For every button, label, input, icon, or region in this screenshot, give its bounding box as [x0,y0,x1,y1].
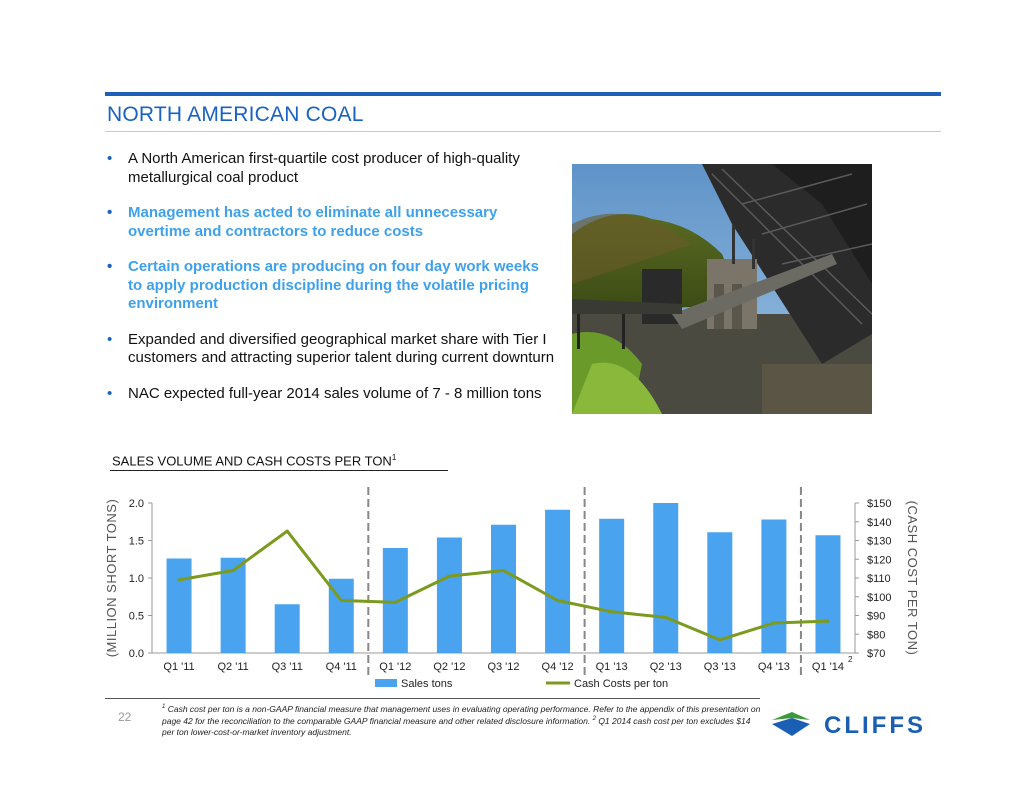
page-number: 22 [118,710,132,724]
cash-cost-point [178,578,181,581]
left-axis-title: (MILLION SHORT TONS) [104,498,119,658]
right-axis-tick-label: $100 [867,591,892,604]
sales-bar [599,519,624,653]
cash-cost-point [448,575,451,578]
x-axis-tick-label: Q4 '11 [325,661,357,673]
sales-bar [815,535,840,653]
sales-bar [491,525,516,653]
bullet-list [107,150,557,420]
legend-label-cost: Cash Costs per ton [574,678,669,690]
right-axis-tick-label: $110 [867,573,891,585]
right-axis-tick-label: $70 [867,648,886,660]
sales-bar [167,559,192,654]
x-axis-tick-label: Q2 '13 [649,661,682,673]
x-axis-tick-label: Q3 '11 [271,661,303,673]
x-axis-tick-label: Q1 '13 [595,661,628,673]
bullet-marker: • [107,150,113,167]
bullet-item [107,385,557,404]
x-axis-tick-label: Q2 '11 [217,661,249,673]
footnote-text-2: Q1 2014 cash cost per ton excludes $14 per ton lower-cost-or-market inventory adjustment. [162,716,751,737]
cash-cost-point [718,638,721,641]
right-axis-tick-label: $90 [867,610,886,623]
cash-cost-point [394,601,397,604]
bullet-text: Expanded and diversified geographical market share with Tier I customers and attracting superior talent during current downturn [128,330,555,366]
bullet-marker: • [107,330,113,348]
bullet-text: A North American first-quartile cost producer of high-quality metallurgical coal product [128,150,520,186]
x-axis-tick-label: Q2 '12 [433,661,466,673]
x-axis-footnote-marker: 2 [847,655,853,664]
left-axis-tick-label: 0.5 [128,610,144,623]
page-title: NORTH AMERICAN COAL [107,103,364,126]
sales-bar [275,604,300,653]
sales-cost-chart [100,485,930,697]
title-divider [105,131,941,132]
bullet-item [107,331,557,368]
bullet-item [107,150,557,187]
coal-facility-photo [572,164,872,414]
bullet-item [107,258,557,314]
sales-bar [545,510,570,653]
cash-cost-point [232,569,235,572]
sales-bar [437,538,462,654]
right-axis-title: (CASH COST PER TON) [905,500,920,656]
bullet-text: Management has acted to eliminate all unnecessary overtime and contractors to reduce costs [128,204,498,240]
logo-wordmark: CLIFFS [824,712,926,739]
x-axis-tick-label: Q3 '13 [703,661,736,673]
right-axis-tick-label: $140 [867,516,892,529]
bullet-text: Certain operations are producing on four day work weeks to apply production discipline during the volatile pricing environment [128,258,539,312]
cash-cost-point [286,530,289,533]
right-axis-tick-label: $120 [867,554,892,567]
sales-bar [761,520,786,654]
footnote-marker-1: 1 [162,704,166,710]
left-axis-tick-label: 2.0 [128,498,144,510]
x-axis-tick-label: Q1 '11 [163,661,195,673]
chart-heading-underline [110,470,448,471]
right-axis-tick-label: $130 [867,535,892,548]
left-axis-tick-label: 1.0 [128,573,144,585]
chart-heading [112,453,396,468]
footnote-marker-2: 2 [592,716,596,723]
cash-cost-point [502,569,505,572]
cash-cost-point [826,620,829,623]
bullet-marker: • [107,258,113,275]
left-axis-tick-label: 1.5 [128,535,144,548]
x-axis-tick-label: Q4 '12 [541,661,574,673]
cash-cost-point [556,599,559,602]
x-axis-tick-label: Q3 '12 [487,661,520,673]
cash-cost-point [664,616,667,619]
legend-swatch-sales [375,679,397,687]
right-axis-tick-label: $80 [867,629,886,642]
legend-label-sales: Sales tons [401,678,453,690]
right-axis-tick-label: $150 [867,498,892,510]
footnote-text-1: Cash cost per ton is a non-GAAP financial measure that management uses in evaluating operating performance. Refer to the appendix of this presentation on page 42 for the reconciliation to the comparable GAAP financial measure and other related disclosure information. [162,703,761,727]
footnote [162,702,762,737]
sales-bar [653,503,678,653]
bullet-marker: • [107,384,113,402]
x-axis-tick-label: Q1 '12 [379,661,412,673]
chart-heading-footnote-marker: 1 [391,453,397,462]
cash-cost-point [772,622,775,625]
bullet-item [107,204,557,241]
footer-divider [105,698,760,699]
x-axis-tick-label: Q4 '13 [757,661,790,673]
header-accent-bar [105,92,941,96]
x-axis-tick-label: Q1 '14 [811,661,845,673]
left-axis-tick-label: 0.0 [128,648,144,660]
bullet-marker: • [107,204,113,221]
cash-cost-point [610,610,613,613]
bullet-text: NAC expected full-year 2014 sales volume of 7 - 8 million tons [128,384,542,402]
chart-heading-text: SALES VOLUME AND CASH COSTS PER TON [112,453,392,469]
cash-cost-point [340,599,343,602]
sales-bar [383,548,408,653]
cliffs-logo [770,706,950,747]
